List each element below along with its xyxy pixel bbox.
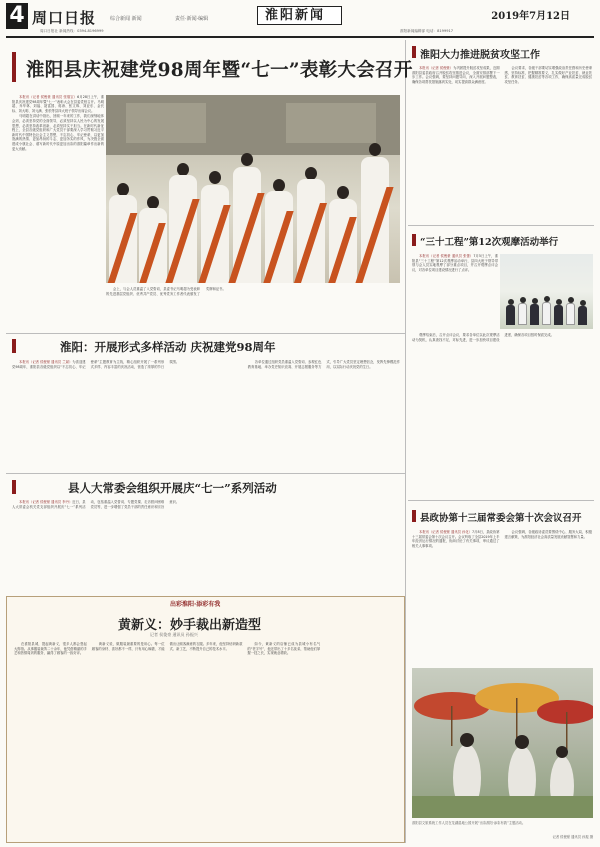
umbrella-scene — [412, 668, 593, 818]
lead-paragraph-2: 马明超在讲话中指出，回顾一年来的工作，我们深刻地体会到，必须坚持党的全面领导，必须坚持以人民为中心的发展思想，必须坚持改革创新，必须坚持实干担当。在新时代新征程上，全县各级党组织和广大党员干部要深入学习贯彻习近平新时代中国特色社会主义思想，不忘初心、牢记使命，以更加饱满的热情、更加昂扬的斗志、更加务实的作风，为决胜全面建成小康社会、谱写新时代中原更加出彩的淮阳篇章作出新的更大贡献。 — [12, 114, 104, 151]
poverty-article-body — [412, 66, 592, 220]
headline-accent-bar — [12, 52, 16, 82]
awardee-figure — [166, 153, 200, 283]
section-divider — [408, 500, 594, 501]
cppcc-headline: 县政协第十三届常委会第十次会议召开 — [420, 513, 582, 524]
masthead-left-meta: 综合新闻 新闻 — [110, 16, 142, 22]
viewing-byline: 本报讯（记者 侯俊豪 通讯员 张蕾） — [419, 254, 474, 258]
headline-accent-bar — [12, 480, 16, 494]
cppcc-article-body — [412, 530, 592, 660]
special-paragraph-2: 黄新义说，做服装最重要的是用心。每一位顾客的身材、喜好都不一样，只有用心琢磨，才能做出让顾客满意的衣服。多年来，他坚持钻研新款式、新工艺，不断提升自己的技术水平。 — [91, 642, 243, 651]
lead-paragraph-1: 6月28日上午，淮阳县庆祝建党98周年暨“七一”表彰大会在县委党校召开。马明超、乔华林、刘福、聂富国、蒋涛、张文珠、刘亚东、金长标、刘大明、刘元满、张松等县四大班子领导出席会议。 — [12, 95, 104, 113]
awardee-figure — [262, 171, 296, 283]
lead-paragraph-3: 会上，与会人员重温了入党誓词，县委书记马明超为受表彰的先进基层党组织、优秀共产党员、优秀党务工作者代表颁发了奖牌和证书。 — [106, 287, 226, 296]
ceremony-photo — [106, 95, 400, 283]
awardee-figure — [230, 143, 264, 283]
headline-accent-bar — [412, 46, 416, 58]
headline-accent-bar — [12, 339, 16, 353]
special-byline: 记者 侯俊豪 通讯员 孙振兴 — [150, 632, 198, 637]
cppcc-byline: 本报讯（记者 侯俊豪 通讯员 孙化） — [419, 530, 473, 534]
masthead-mid-meta: 责任·新闻·编辑 — [175, 16, 209, 22]
cppcc-paragraph-2: 会议强调，各级政协委员要围绕中心、服务大局，积极建言献策，为淮阳经济社会高质量发展贡献智慧和力量。 — [504, 530, 592, 539]
viewing-article-lead — [412, 254, 498, 328]
headline-accent-bar — [412, 510, 416, 522]
section-divider — [408, 225, 594, 226]
poverty-headline: 淮阳大力推进脱贫攻坚工作 — [420, 50, 540, 61]
masthead-rule — [6, 36, 594, 38]
umbrella-caption: 淮阳县文旅系统工作人员在龙湖湿地公园开展“出彩淮阳·添彩有我”主题活动。 — [412, 821, 526, 825]
poverty-paragraph-1: 为巩固提升脱贫攻坚成果，近期淮阳县委县政府召开脱贫攻坚推进会议，全面安排部署下一步工作。会议强调，要坚持问题导向，深入开展问题整改，确保各项帮扶措施落到实处，切实提高群众满意度。 — [412, 66, 500, 84]
npc-headline: 县人大常委会组织开展庆“七一”系列活动 — [68, 481, 277, 495]
activity-paragraph-1: 为喜迎建党98周年，淮阳县各级党组织以“不忘初心、牢记使命”主题教育为主线，精心组织开展了一系列形式多样、内容丰富的庆祝活动，营造了浓厚的节日氛围。 — [12, 360, 180, 369]
activity-byline: 本报讯（记者 侯俊豪 通讯员 兰斌） — [19, 360, 73, 364]
headline-accent-bar — [412, 234, 416, 246]
section-divider — [6, 473, 405, 474]
poverty-paragraph-2: 会议要求，各级干部要切实增强政治责任感和历史使命感，坚持标准，把握精准要义，扎实做好产业扶贫、就业扶贫、教育扶贫、健康扶贫等各项工作，确保高质量完成脱贫攻坚任务。 — [504, 66, 592, 84]
section-divider — [6, 333, 405, 334]
attendee-figure — [530, 298, 539, 325]
awardee-figure — [358, 133, 392, 283]
attendee-figure — [506, 299, 515, 325]
newspaper-name: 周口日报 — [32, 9, 97, 27]
awardee-figure — [198, 163, 232, 283]
activity-headline: 淮阳：开展形式多样活动 庆祝建党98周年 — [60, 340, 276, 354]
awardee-figure — [136, 188, 170, 283]
activity-paragraph-2: 各单位通过组织党员重温入党誓词、参观红色教育基地、举办党史知识竞赛、开展志愿服务等方式，引导广大党员坚定理想信念，发挥先锋模范作用，以实际行动庆祝党的生日。 — [247, 360, 400, 369]
umbrella-photo — [412, 668, 593, 818]
viewing-headline: “三十工程”第12次观摩活动举行 — [420, 237, 559, 248]
attendee-figure — [518, 297, 527, 325]
column-divider — [405, 40, 406, 843]
special-headline: 黄新义：妙手裁出新造型 — [118, 618, 262, 633]
special-paragraph-3: 如今，黄新义的店铺已成为县城小有名气的“老字号”，他还带出了十多名徒弟，帮助他们掌握一技之长，实现就业增收。 — [247, 642, 321, 656]
section-title: 淮阳新闻 — [265, 8, 326, 23]
viewing-article-body — [412, 333, 592, 495]
npc-byline: 本报讯（记者 侯俊豪 通讯员 李丹） — [19, 500, 73, 504]
viewing-paragraph-1: 7月5日上午，淮阳县“三十工程”第12次观摩活动举行，县四大班子领导带领与会人员实地观摩了部分重点项目，并召开观摩点评会议，对各单位项目建设情况进行了点评。 — [412, 254, 498, 272]
attendee-figure — [554, 299, 563, 325]
poverty-byline: 本报讯（记者 侯俊豪） — [419, 66, 454, 70]
awardee-figure — [106, 173, 140, 283]
activity-article-body — [12, 360, 400, 468]
lead-byline: 本报讯（记者 侯俊豪 通讯员 张瑞宝） — [19, 95, 78, 99]
special-column-label: 出彩淮阳·添彩有我 — [170, 601, 221, 608]
attendee-figure — [566, 297, 575, 325]
special-article-body — [14, 642, 398, 838]
npc-paragraph-1: 近日，县人大常委会机关党支部组织开展庆“七一”系列活动，包括重温入党誓词、专题党课、走访慰问困难党员等，进一步增强了党员干部的责任意识和宗旨意识。 — [12, 500, 180, 509]
awardee-figure — [294, 158, 328, 283]
masthead-sub-right: 淮阳新闻编辑部 电话：8199917 — [400, 29, 454, 33]
viewing-photo — [500, 254, 593, 329]
page-number: 4 — [6, 3, 28, 29]
issue-date: 2019年7月12日 — [491, 11, 570, 22]
attendee-figure — [542, 296, 551, 325]
lead-article-body — [12, 95, 104, 327]
viewing-paragraph-2: 观摩结束后，召开点评会议，要求各单位以此次观摩活动为契机，认真查找不足，对标先进，进一步加快项目建设进度，确保各项目按时保质完成。 — [412, 333, 554, 342]
lead-article-continued — [106, 287, 400, 329]
awardee-figure — [326, 178, 360, 283]
npc-article-body — [12, 500, 400, 590]
cppcc-paragraph-1: 7月8日，县政协第十三届常委会第十次会议召开。会议听取了全县2019年上半年经济运行情况的通报，协商讨论了有关事项，审议通过了相关人事事项。 — [412, 530, 500, 548]
masthead — [0, 0, 600, 40]
special-paragraph-1: 在淮阳县城，提起黄新义，很多人都会竖起大拇指。从事服装裁剪二十余年，他凭借精湛的手艺和热情周到的服务，赢得了顾客的一致好评。 — [14, 642, 87, 656]
lead-headline: 淮阳县庆祝建党98周年暨“七一”表彰大会召开 — [26, 60, 413, 81]
masthead-sub-left: 周口日报社 新闻热线：0394-8196999 — [40, 29, 104, 33]
umbrella-photo-credit: 记者 侯俊豪 通讯员 孙振 摄 — [552, 835, 593, 839]
attendee-figure — [578, 300, 587, 325]
